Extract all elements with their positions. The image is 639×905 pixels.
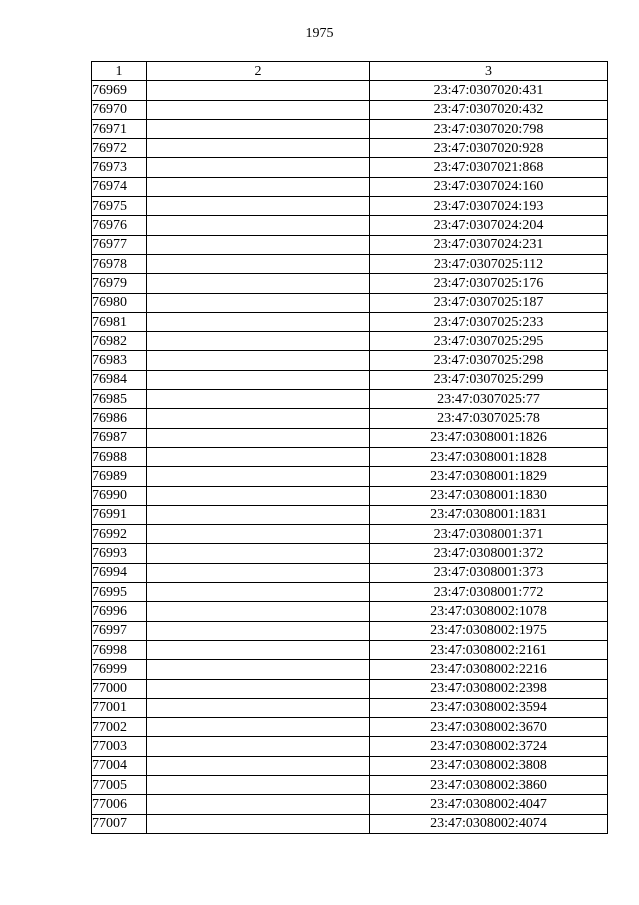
row-blank-cell <box>147 486 370 505</box>
table-row <box>92 756 608 775</box>
row-number-cell: 77001 <box>92 698 147 717</box>
row-blank-cell <box>147 158 370 177</box>
cadastral-number-cell: 23:47:0308002:1078 <box>370 602 608 621</box>
cadastral-table <box>91 61 608 834</box>
table-row <box>92 254 608 273</box>
row-blank-cell <box>147 544 370 563</box>
row-number-cell: 76976 <box>92 216 147 235</box>
row-number-cell: 76995 <box>92 583 147 602</box>
row-number-cell: 77003 <box>92 737 147 756</box>
table-row <box>92 737 608 756</box>
row-number-cell: 77005 <box>92 775 147 794</box>
row-blank-cell <box>147 467 370 486</box>
row-number-cell: 77002 <box>92 718 147 737</box>
row-number-cell: 76983 <box>92 351 147 370</box>
row-number-cell: 76994 <box>92 563 147 582</box>
row-blank-cell <box>147 447 370 466</box>
row-number-cell: 76999 <box>92 660 147 679</box>
cadastral-number-cell: 23:47:0307020:432 <box>370 100 608 119</box>
row-number-cell: 76974 <box>92 177 147 196</box>
column-header-2: 2 <box>147 62 370 81</box>
cadastral-number-cell: 23:47:0307025:295 <box>370 332 608 351</box>
row-blank-cell <box>147 756 370 775</box>
cadastral-number-cell: 23:47:0308002:1975 <box>370 621 608 640</box>
row-number-cell: 76981 <box>92 312 147 331</box>
cadastral-number-cell: 23:47:0307024:231 <box>370 235 608 254</box>
table-row <box>92 390 608 409</box>
cadastral-number-cell: 23:47:0307025:77 <box>370 390 608 409</box>
cadastral-number-cell: 23:47:0308002:2398 <box>370 679 608 698</box>
row-number-cell: 76984 <box>92 370 147 389</box>
table-row <box>92 679 608 698</box>
row-blank-cell <box>147 139 370 158</box>
table-row <box>92 409 608 428</box>
cadastral-number-cell: 23:47:0307025:112 <box>370 254 608 273</box>
table-row <box>92 81 608 100</box>
cadastral-number-cell: 23:47:0307024:193 <box>370 197 608 216</box>
row-blank-cell <box>147 197 370 216</box>
table-row <box>92 814 608 833</box>
table-row <box>92 486 608 505</box>
column-header-3: 3 <box>370 62 608 81</box>
table-row <box>92 621 608 640</box>
cadastral-number-cell: 23:47:0308001:1830 <box>370 486 608 505</box>
cadastral-number-cell: 23:47:0308002:3594 <box>370 698 608 717</box>
row-number-cell: 76978 <box>92 254 147 273</box>
cadastral-number-cell: 23:47:0308001:772 <box>370 583 608 602</box>
row-blank-cell <box>147 660 370 679</box>
table-row <box>92 197 608 216</box>
row-number-cell: 76975 <box>92 197 147 216</box>
row-number-cell: 76990 <box>92 486 147 505</box>
table-row <box>92 563 608 582</box>
row-blank-cell <box>147 583 370 602</box>
row-number-cell: 76996 <box>92 602 147 621</box>
table-row <box>92 698 608 717</box>
row-blank-cell <box>147 679 370 698</box>
row-number-cell: 76971 <box>92 119 147 138</box>
cadastral-number-cell: 23:47:0308002:4074 <box>370 814 608 833</box>
cadastral-number-cell: 23:47:0308001:1826 <box>370 428 608 447</box>
table-row <box>92 332 608 351</box>
row-blank-cell <box>147 814 370 833</box>
cadastral-number-cell: 23:47:0307024:160 <box>370 177 608 196</box>
row-number-cell: 77004 <box>92 756 147 775</box>
row-number-cell: 76991 <box>92 505 147 524</box>
row-blank-cell <box>147 563 370 582</box>
page-number: 1975 <box>305 26 334 41</box>
row-blank-cell <box>147 698 370 717</box>
table-row <box>92 351 608 370</box>
row-number-cell: 77000 <box>92 679 147 698</box>
row-blank-cell <box>147 81 370 100</box>
table-row <box>92 100 608 119</box>
table-row <box>92 467 608 486</box>
row-number-cell: 76998 <box>92 640 147 659</box>
row-blank-cell <box>147 718 370 737</box>
row-number-cell: 76979 <box>92 274 147 293</box>
column-header-1: 1 <box>92 62 147 81</box>
cadastral-number-cell: 23:47:0308002:3724 <box>370 737 608 756</box>
row-number-cell: 76986 <box>92 409 147 428</box>
table-row <box>92 293 608 312</box>
cadastral-number-cell: 23:47:0307020:798 <box>370 119 608 138</box>
row-blank-cell <box>147 602 370 621</box>
row-blank-cell <box>147 428 370 447</box>
row-number-cell: 76988 <box>92 447 147 466</box>
row-number-cell: 76977 <box>92 235 147 254</box>
row-number-cell: 76985 <box>92 390 147 409</box>
row-blank-cell <box>147 216 370 235</box>
row-number-cell: 76973 <box>92 158 147 177</box>
row-blank-cell <box>147 351 370 370</box>
row-blank-cell <box>147 177 370 196</box>
table-row <box>92 505 608 524</box>
table-row <box>92 139 608 158</box>
cadastral-number-cell: 23:47:0308001:372 <box>370 544 608 563</box>
row-number-cell: 76982 <box>92 332 147 351</box>
row-blank-cell <box>147 795 370 814</box>
row-blank-cell <box>147 409 370 428</box>
table-row <box>92 235 608 254</box>
table-row <box>92 525 608 544</box>
row-blank-cell <box>147 621 370 640</box>
cadastral-number-cell: 23:47:0307020:431 <box>370 81 608 100</box>
row-blank-cell <box>147 119 370 138</box>
row-blank-cell <box>147 640 370 659</box>
table-row <box>92 640 608 659</box>
table-row <box>92 660 608 679</box>
cadastral-number-cell: 23:47:0308002:3670 <box>370 718 608 737</box>
row-blank-cell <box>147 390 370 409</box>
table-row <box>92 158 608 177</box>
row-blank-cell <box>147 293 370 312</box>
row-number-cell: 76997 <box>92 621 147 640</box>
table-row <box>92 583 608 602</box>
cadastral-number-cell: 23:47:0307025:187 <box>370 293 608 312</box>
row-blank-cell <box>147 370 370 389</box>
table-row <box>92 312 608 331</box>
cadastral-number-cell: 23:47:0307024:204 <box>370 216 608 235</box>
row-number-cell: 76980 <box>92 293 147 312</box>
row-blank-cell <box>147 505 370 524</box>
table-row <box>92 370 608 389</box>
cadastral-number-cell: 23:47:0307025:299 <box>370 370 608 389</box>
table-row <box>92 795 608 814</box>
cadastral-number-cell: 23:47:0307021:868 <box>370 158 608 177</box>
table-row <box>92 775 608 794</box>
table-row <box>92 177 608 196</box>
row-blank-cell <box>147 274 370 293</box>
table-row <box>92 274 608 293</box>
cadastral-number-cell: 23:47:0307025:176 <box>370 274 608 293</box>
row-blank-cell <box>147 312 370 331</box>
cadastral-number-cell: 23:47:0307025:233 <box>370 312 608 331</box>
row-number-cell: 76972 <box>92 139 147 158</box>
row-number-cell: 77006 <box>92 795 147 814</box>
row-number-cell: 77007 <box>92 814 147 833</box>
table-row <box>92 718 608 737</box>
table-row <box>92 544 608 563</box>
row-blank-cell <box>147 254 370 273</box>
table-body <box>92 81 608 834</box>
row-blank-cell <box>147 737 370 756</box>
cadastral-number-cell: 23:47:0308001:1831 <box>370 505 608 524</box>
cadastral-number-cell: 23:47:0308001:373 <box>370 563 608 582</box>
table-row <box>92 447 608 466</box>
cadastral-number-cell: 23:47:0307025:298 <box>370 351 608 370</box>
row-number-cell: 76987 <box>92 428 147 447</box>
table-row <box>92 119 608 138</box>
table-row <box>92 428 608 447</box>
cadastral-number-cell: 23:47:0308002:2216 <box>370 660 608 679</box>
cadastral-number-cell: 23:47:0308002:4047 <box>370 795 608 814</box>
row-blank-cell <box>147 332 370 351</box>
row-number-cell: 76992 <box>92 525 147 544</box>
cadastral-number-cell: 23:47:0308001:1828 <box>370 447 608 466</box>
cadastral-number-cell: 23:47:0308002:2161 <box>370 640 608 659</box>
row-number-cell: 76993 <box>92 544 147 563</box>
table-header-row <box>92 62 608 81</box>
row-number-cell: 76970 <box>92 100 147 119</box>
cadastral-number-cell: 23:47:0308001:1829 <box>370 467 608 486</box>
row-blank-cell <box>147 775 370 794</box>
row-blank-cell <box>147 235 370 254</box>
cadastral-number-cell: 23:47:0307020:928 <box>370 139 608 158</box>
row-blank-cell <box>147 100 370 119</box>
row-number-cell: 76989 <box>92 467 147 486</box>
cadastral-number-cell: 23:47:0307025:78 <box>370 409 608 428</box>
cadastral-number-cell: 23:47:0308001:371 <box>370 525 608 544</box>
cadastral-number-cell: 23:47:0308002:3860 <box>370 775 608 794</box>
cadastral-number-cell: 23:47:0308002:3808 <box>370 756 608 775</box>
table-row <box>92 216 608 235</box>
table-row <box>92 602 608 621</box>
row-blank-cell <box>147 525 370 544</box>
row-number-cell: 76969 <box>92 81 147 100</box>
